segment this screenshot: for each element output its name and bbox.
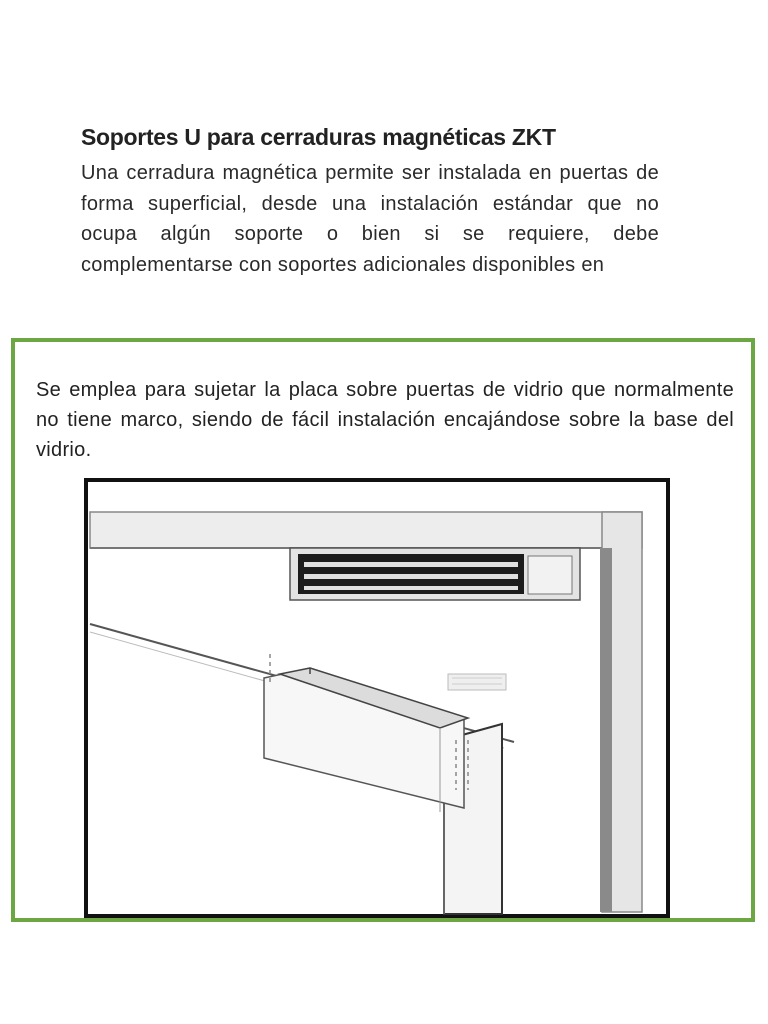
armature-plate — [448, 674, 506, 690]
intro-paragraph: Una cerradura magnética permite ser instalada en puertas de forma superficial, desde una instalación estándar que no ocupa algún soporte o bien si se requiere, debe complementarse con soportes adicionales disponibles en — [81, 162, 659, 276]
door-frame-top — [90, 512, 642, 548]
page-heading: Soportes U para cerraduras magnéticas ZKT — [81, 124, 556, 150]
product-description: Se emplea para sujetar la placa sobre puertas de vidrio que normalmente no tiene marco, siendo de fácil instalación encajándose sobre la base del vidrio. — [36, 379, 734, 461]
u-bracket-illustration — [84, 478, 672, 918]
product-box — [11, 338, 755, 922]
